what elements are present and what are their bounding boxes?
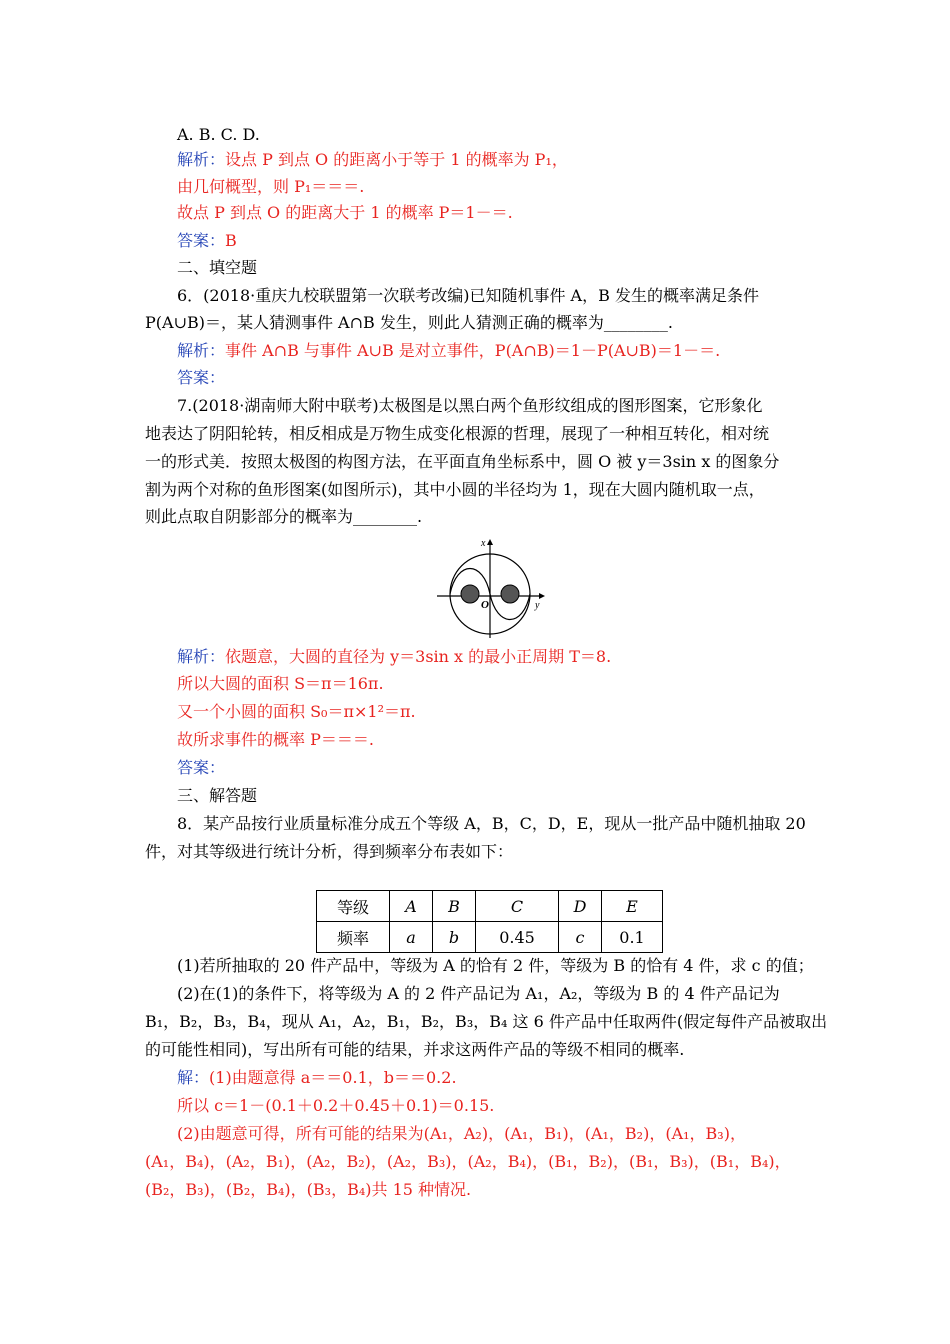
table-cell: C [476,891,559,922]
text-line [177,230,237,252]
text-line [177,785,257,807]
text-line [177,1095,494,1117]
axis-x-label: x [481,538,486,549]
table-cell: D [559,891,602,922]
text-line [145,1011,827,1033]
table-row-header [317,891,663,922]
text-line [177,367,225,389]
text-line [177,257,257,279]
line-text: B₁，B₂，B₃，B₄，现从 A₁，A₂，B₁，B₂，B₃，B₄ 这 6 件产品中任取两件(假定每件产品被取出 [145,1012,828,1031]
taiji-figure [435,538,545,638]
text-line [177,813,806,835]
answer-label: 解析： [177,341,226,360]
line-text: (2)由题意可得，所有可能的结果为(A₁，A₂)，(A₁，B₁)，(A₁，B₂)，(A₁，B₃)， [177,1124,746,1143]
table-cell: 0.45 [476,922,559,953]
line-text: 则此点取自阴影部分的概率为________. [145,507,423,526]
frequency-table [316,890,663,953]
text-line [145,423,769,445]
line-text: 答案： [177,368,226,387]
answer-label: 解析： [177,150,226,169]
line-text: 所以大圆的面积 S＝π＝16π. [177,674,384,693]
line-text: 设点 P 到点 O 的距离小于等于 1 的概率为 P₁， [225,150,568,169]
text-line [177,757,225,779]
origin-label: O [481,599,489,611]
table-cell: c [559,922,602,953]
line-text: 故所求事件的概率 P＝＝＝. [177,730,374,749]
line-text: (2)在(1)的条件下，将等级为 A 的 2 件产品记为 A₁，A₂，等级为 B 的 4 件产品记为 [177,984,780,1003]
line-text: (A₁，B₄)，(A₂，B₁)，(A₂，B₂)，(A₂，B₃)，(A₂，B₄)，(B₁，B₂)，(B₁，B₃)，(B₁，B₄)， [145,1152,791,1171]
line-text: 答案： [177,758,226,777]
text-line [177,701,416,723]
text-line [177,1067,457,1089]
answer-label: 解： [177,1068,210,1087]
line-text: A. B. C. D. [177,125,260,144]
answer-value: B [225,231,237,250]
line-text: 答案： [177,231,226,250]
line-text: 所以 c＝1－(0.1＋0.2＋0.45＋0.1)＝0.15. [177,1096,495,1115]
small-circle-right [501,585,519,603]
line-text: 割为两个对称的鱼形图案(如图所示)，其中小圆的半径均为 1，现在大圆内随机取一点， [145,480,765,499]
vertical-axis-arrow [487,539,493,545]
line-text: 二、填空题 [177,258,258,277]
table-cell: a [390,922,433,953]
answer-label: 解析： [177,647,226,666]
text-line [145,312,673,334]
table-cell: E [602,891,663,922]
text-line [177,955,814,977]
text-line [177,395,763,417]
line-text: 依题意，大圆的直径为 y＝3sin x 的最小正周期 T＝8. [225,647,612,666]
line-text: 6．(2018·重庆九校联盟第一次联考改编)已知随机事件 A，B 发生的概率满足条件 [177,286,759,305]
line-text: 又一个小圆的面积 S₀＝π×1²＝π. [177,702,416,721]
line-text: 三、解答题 [177,786,258,805]
text-line [177,729,374,751]
text-line [145,1151,791,1173]
table-row-values [317,922,663,953]
horizontal-axis-arrow [539,593,545,599]
line-text: 一的形式美．按照太极图的构图方法，在平面直角坐标系中，圆 O 被 y＝3sin x 的图象分 [145,452,780,471]
small-circle-left [461,585,479,603]
line-text: 8．某产品按行业质量标准分成五个等级 A，B，C，D，E，现从一批产品中随机抽取 20 [177,814,806,833]
line-text: 事件 A∩B 与事件 A∪B 是对立事件，P(A∩B)＝1－P(A∪B)＝1－＝. [225,341,721,360]
line-text: 地表达了阴阳轮转，相反相成是万物生成变化根源的哲理，展现了一种相互转化，相对统 [145,424,770,443]
text-line [177,646,611,668]
axis-y-label: y [535,600,540,611]
line-text: (B₂，B₃)，(B₂，B₄)，(B₃，B₄)共 15 种情况. [145,1180,472,1199]
text-line [177,124,260,146]
text-line [177,149,568,171]
line-text: (1)若所抽取的 20 件产品中，等级为 A 的恰有 2 件，等级为 B 的恰有 4 件，求 c 的值； [177,956,814,975]
table-cell: A [390,891,433,922]
text-line [145,1039,684,1061]
line-text: 7.(2018·湖南师大附中联考)太极图是以黑白两个鱼形纹组成的图形图案，它形象化 [177,396,763,415]
table-cell: 频率 [317,922,390,953]
text-line [145,1179,471,1201]
table-cell: 等级 [317,891,390,922]
text-line [177,983,780,1005]
line-text: P(A∪B)＝，某人猜测事件 A∩B 发生，则此人猜测正确的概率为________. [145,313,673,332]
table-cell: B [433,891,476,922]
line-text: 件，对其等级进行统计分析，得到频率分布表如下： [145,842,514,861]
line-text: (1)由题意得 a＝＝0.1，b＝＝0.2. [209,1068,457,1087]
text-line [177,202,513,224]
line-text: 故点 P 到点 O 的距离大于 1 的概率 P＝1－＝. [177,203,513,222]
text-line [145,841,513,863]
text-line [145,479,765,501]
text-line [177,176,364,198]
line-text: 由几何概型，则 P₁＝＝＝. [177,177,365,196]
text-line [145,451,779,473]
text-line [145,506,422,528]
line-text: 的可能性相同)，写出所有可能的结果，并求这两件产品的等级不相同的概率. [145,1040,685,1059]
table-cell: 0.1 [602,922,663,953]
text-line [177,673,384,695]
table-cell: b [433,922,476,953]
text-line [177,285,759,307]
text-line [177,340,720,362]
text-line [177,1123,746,1145]
